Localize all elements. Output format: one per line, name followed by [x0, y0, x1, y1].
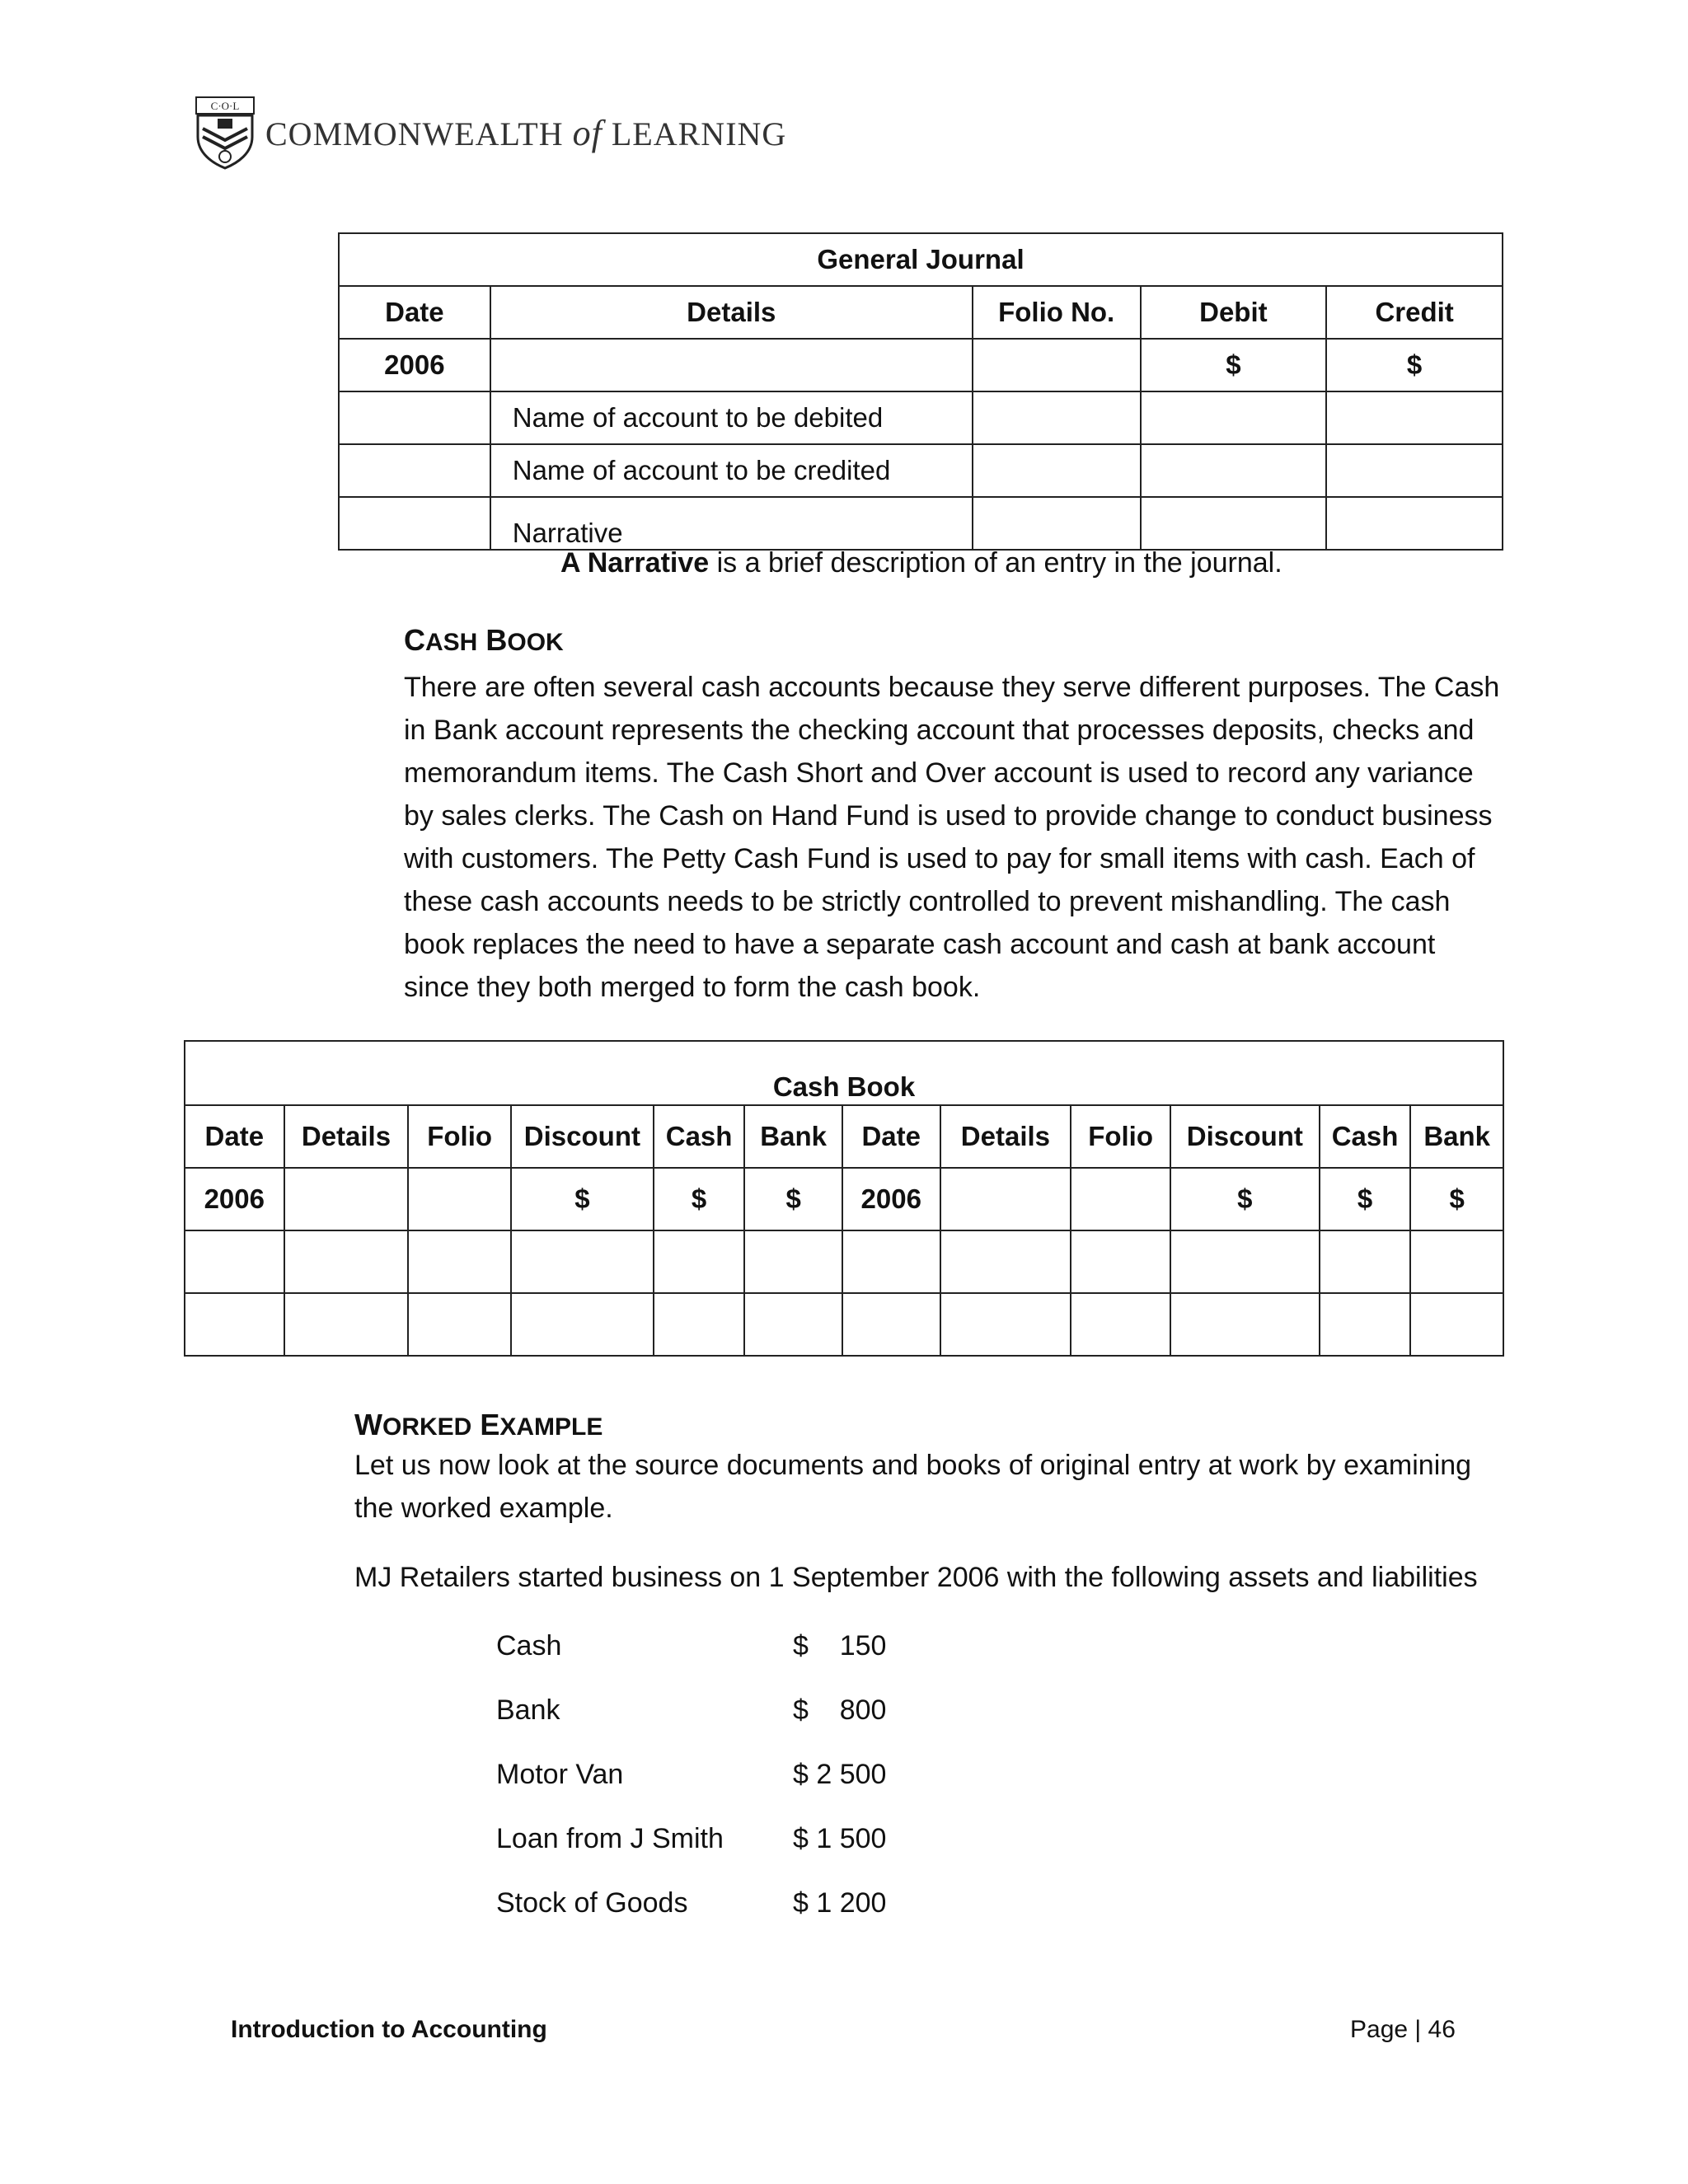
- footer-page-number: Page | 46: [1350, 2016, 1456, 2043]
- column-header: Date: [842, 1105, 940, 1168]
- narrative-caption-text: is a brief description of an entry in the journal.: [709, 547, 1282, 579]
- cash-book-title-row: [185, 1041, 1503, 1105]
- table-row: [339, 391, 1503, 444]
- table-cell: [284, 1230, 409, 1293]
- table-cell: [973, 444, 1141, 497]
- table-cell: [1141, 497, 1327, 550]
- table-cell: $: [1170, 1168, 1320, 1230]
- asset-name: Bank: [496, 1694, 560, 1726]
- col-logo: [195, 96, 786, 170]
- table-cell: [185, 1230, 284, 1293]
- table-cell: [1071, 1168, 1170, 1230]
- table-cell: [973, 497, 1141, 550]
- heading-letter: E: [480, 1408, 500, 1441]
- table-row: [339, 339, 1503, 391]
- table-row: [339, 497, 1503, 550]
- table-cell: [973, 391, 1141, 444]
- table-cell: $: [1410, 1168, 1503, 1230]
- table-cell: [339, 444, 490, 497]
- column-header: Details: [284, 1105, 409, 1168]
- table-cell: [842, 1293, 940, 1356]
- heading-letter: W: [354, 1408, 382, 1441]
- heading-letter: B: [485, 623, 508, 657]
- cash-book-table: [184, 1040, 1504, 1357]
- worked-example-intro: Let us now look at the source documents and books of original entry at work by examining the worked example.: [354, 1450, 1472, 1524]
- table-cell: [490, 339, 973, 391]
- table-cell: [842, 1230, 940, 1293]
- narrative-caption: [560, 547, 1282, 579]
- table-cell: [511, 1293, 654, 1356]
- cash-book-paragraph: There are often several cash accounts because they serve different purposes. The Cash in Bank account represents the checking account that processes deposits, checks and memorandum items. The Cash Short and Over account is used to record any variance by sales clerks. The Cash on Hand Fund is used to provide change to conduct business with customers. The Petty Cash Fund is used to pay for small items with cash. Each of these cash accounts needs to be strictly controlled to prevent mishandling. The cash book replaces the need to have a separate cash account and cash at bank account since they both merged to form the cash book.: [404, 672, 1500, 1003]
- col-shield-icon: [195, 96, 256, 170]
- logo-word-learning: LEARNING: [611, 115, 787, 152]
- heading-smallcaps: ORKED: [382, 1413, 472, 1441]
- table-cell: [940, 1293, 1071, 1356]
- table-cell: Name of account to be credited: [490, 444, 973, 497]
- table-row: [185, 1168, 1503, 1230]
- table-row: [339, 444, 1503, 497]
- table-cell: [1141, 391, 1327, 444]
- table-cell: [940, 1168, 1071, 1230]
- column-header: Date: [185, 1105, 284, 1168]
- column-header: Discount: [1170, 1105, 1320, 1168]
- column-header: Cash: [1320, 1105, 1411, 1168]
- table-cell: Narrative: [490, 497, 973, 550]
- table-cell: $: [744, 1168, 842, 1230]
- column-header: Bank: [1410, 1105, 1503, 1168]
- column-header: Discount: [511, 1105, 654, 1168]
- worked-example-statement: MJ Retailers started business on 1 September 2006 with the following assets and liabilities: [354, 1562, 1478, 1593]
- table-cell: [1410, 1293, 1503, 1356]
- table-cell: $: [1141, 339, 1327, 391]
- table-cell: $: [1320, 1168, 1411, 1230]
- asset-name: Motor Van: [496, 1759, 624, 1790]
- table-cell: [339, 497, 490, 550]
- table-cell: 2006: [185, 1168, 284, 1230]
- general-journal-title-row: [339, 233, 1503, 286]
- table-cell: [284, 1293, 409, 1356]
- table-cell: [1071, 1293, 1170, 1356]
- column-header: Details: [490, 286, 973, 339]
- table-cell: [973, 339, 1141, 391]
- table-cell: [339, 391, 490, 444]
- logo-word-of: of: [572, 112, 603, 153]
- table-cell: [185, 1293, 284, 1356]
- table-cell: [1170, 1293, 1320, 1356]
- logo-word-commonwealth: COMMONWEALTH: [265, 115, 564, 152]
- asset-value: $ 1 500: [793, 1823, 887, 1854]
- column-header: Date: [339, 286, 490, 339]
- asset-name: Stock of Goods: [496, 1887, 688, 1919]
- heading-letter: C: [404, 623, 425, 657]
- table-cell: $: [511, 1168, 654, 1230]
- table-cell: [940, 1230, 1071, 1293]
- cash-book-header-row: [185, 1105, 1503, 1168]
- table-cell: $: [654, 1168, 745, 1230]
- table-cell: [1170, 1230, 1320, 1293]
- general-journal-table: [338, 232, 1503, 551]
- table-cell: 2006: [339, 339, 490, 391]
- general-journal-title: General Journal: [339, 233, 1503, 286]
- heading-smallcaps: ASH: [425, 629, 478, 656]
- table-cell: [1326, 497, 1503, 550]
- column-header: Details: [940, 1105, 1071, 1168]
- column-header: Folio: [408, 1105, 511, 1168]
- heading-smallcaps: OOK: [507, 629, 564, 656]
- column-header: Bank: [744, 1105, 842, 1168]
- asset-value: $ 1 200: [793, 1887, 887, 1919]
- table-cell: [408, 1168, 511, 1230]
- table-cell: [744, 1230, 842, 1293]
- heading-smallcaps: XAMPLE: [499, 1413, 603, 1441]
- asset-value: $ 800: [793, 1694, 887, 1726]
- worked-example-heading: [354, 1408, 603, 1442]
- cash-book-title: Cash Book: [185, 1041, 1503, 1105]
- table-cell: [654, 1230, 745, 1293]
- column-header: Debit: [1141, 286, 1327, 339]
- table-cell: [1071, 1230, 1170, 1293]
- narrative-caption-bold: A Narrative: [560, 547, 710, 579]
- asset-name: Cash: [496, 1630, 562, 1661]
- table-cell: [1326, 391, 1503, 444]
- cash-book-heading: [404, 623, 564, 658]
- table-cell: [1326, 444, 1503, 497]
- table-cell: [1141, 444, 1327, 497]
- logo-monogram: C·O·L: [210, 100, 240, 112]
- table-row: [185, 1293, 1503, 1356]
- table-row: [185, 1230, 1503, 1293]
- column-header: Folio No.: [973, 286, 1141, 339]
- table-cell: Name of account to be debited: [490, 391, 973, 444]
- table-cell: [408, 1293, 511, 1356]
- table-cell: [744, 1293, 842, 1356]
- column-header: Credit: [1326, 286, 1503, 339]
- table-cell: [408, 1230, 511, 1293]
- column-header: Folio: [1071, 1105, 1170, 1168]
- table-cell: [1320, 1293, 1411, 1356]
- column-header: Cash: [654, 1105, 745, 1168]
- asset-value: $ 150: [793, 1630, 887, 1661]
- footer-course-title: Introduction to Accounting: [231, 2016, 547, 2043]
- general-journal-header-row: [339, 286, 1503, 339]
- table-cell: [654, 1293, 745, 1356]
- table-cell: $: [1326, 339, 1503, 391]
- logo-wordmark: [265, 112, 786, 154]
- asset-value: $ 2 500: [793, 1759, 887, 1790]
- table-cell: [1320, 1230, 1411, 1293]
- table-cell: [284, 1168, 409, 1230]
- table-cell: [511, 1230, 654, 1293]
- table-cell: 2006: [842, 1168, 940, 1230]
- asset-name: Loan from J Smith: [496, 1823, 724, 1854]
- table-cell: [1410, 1230, 1503, 1293]
